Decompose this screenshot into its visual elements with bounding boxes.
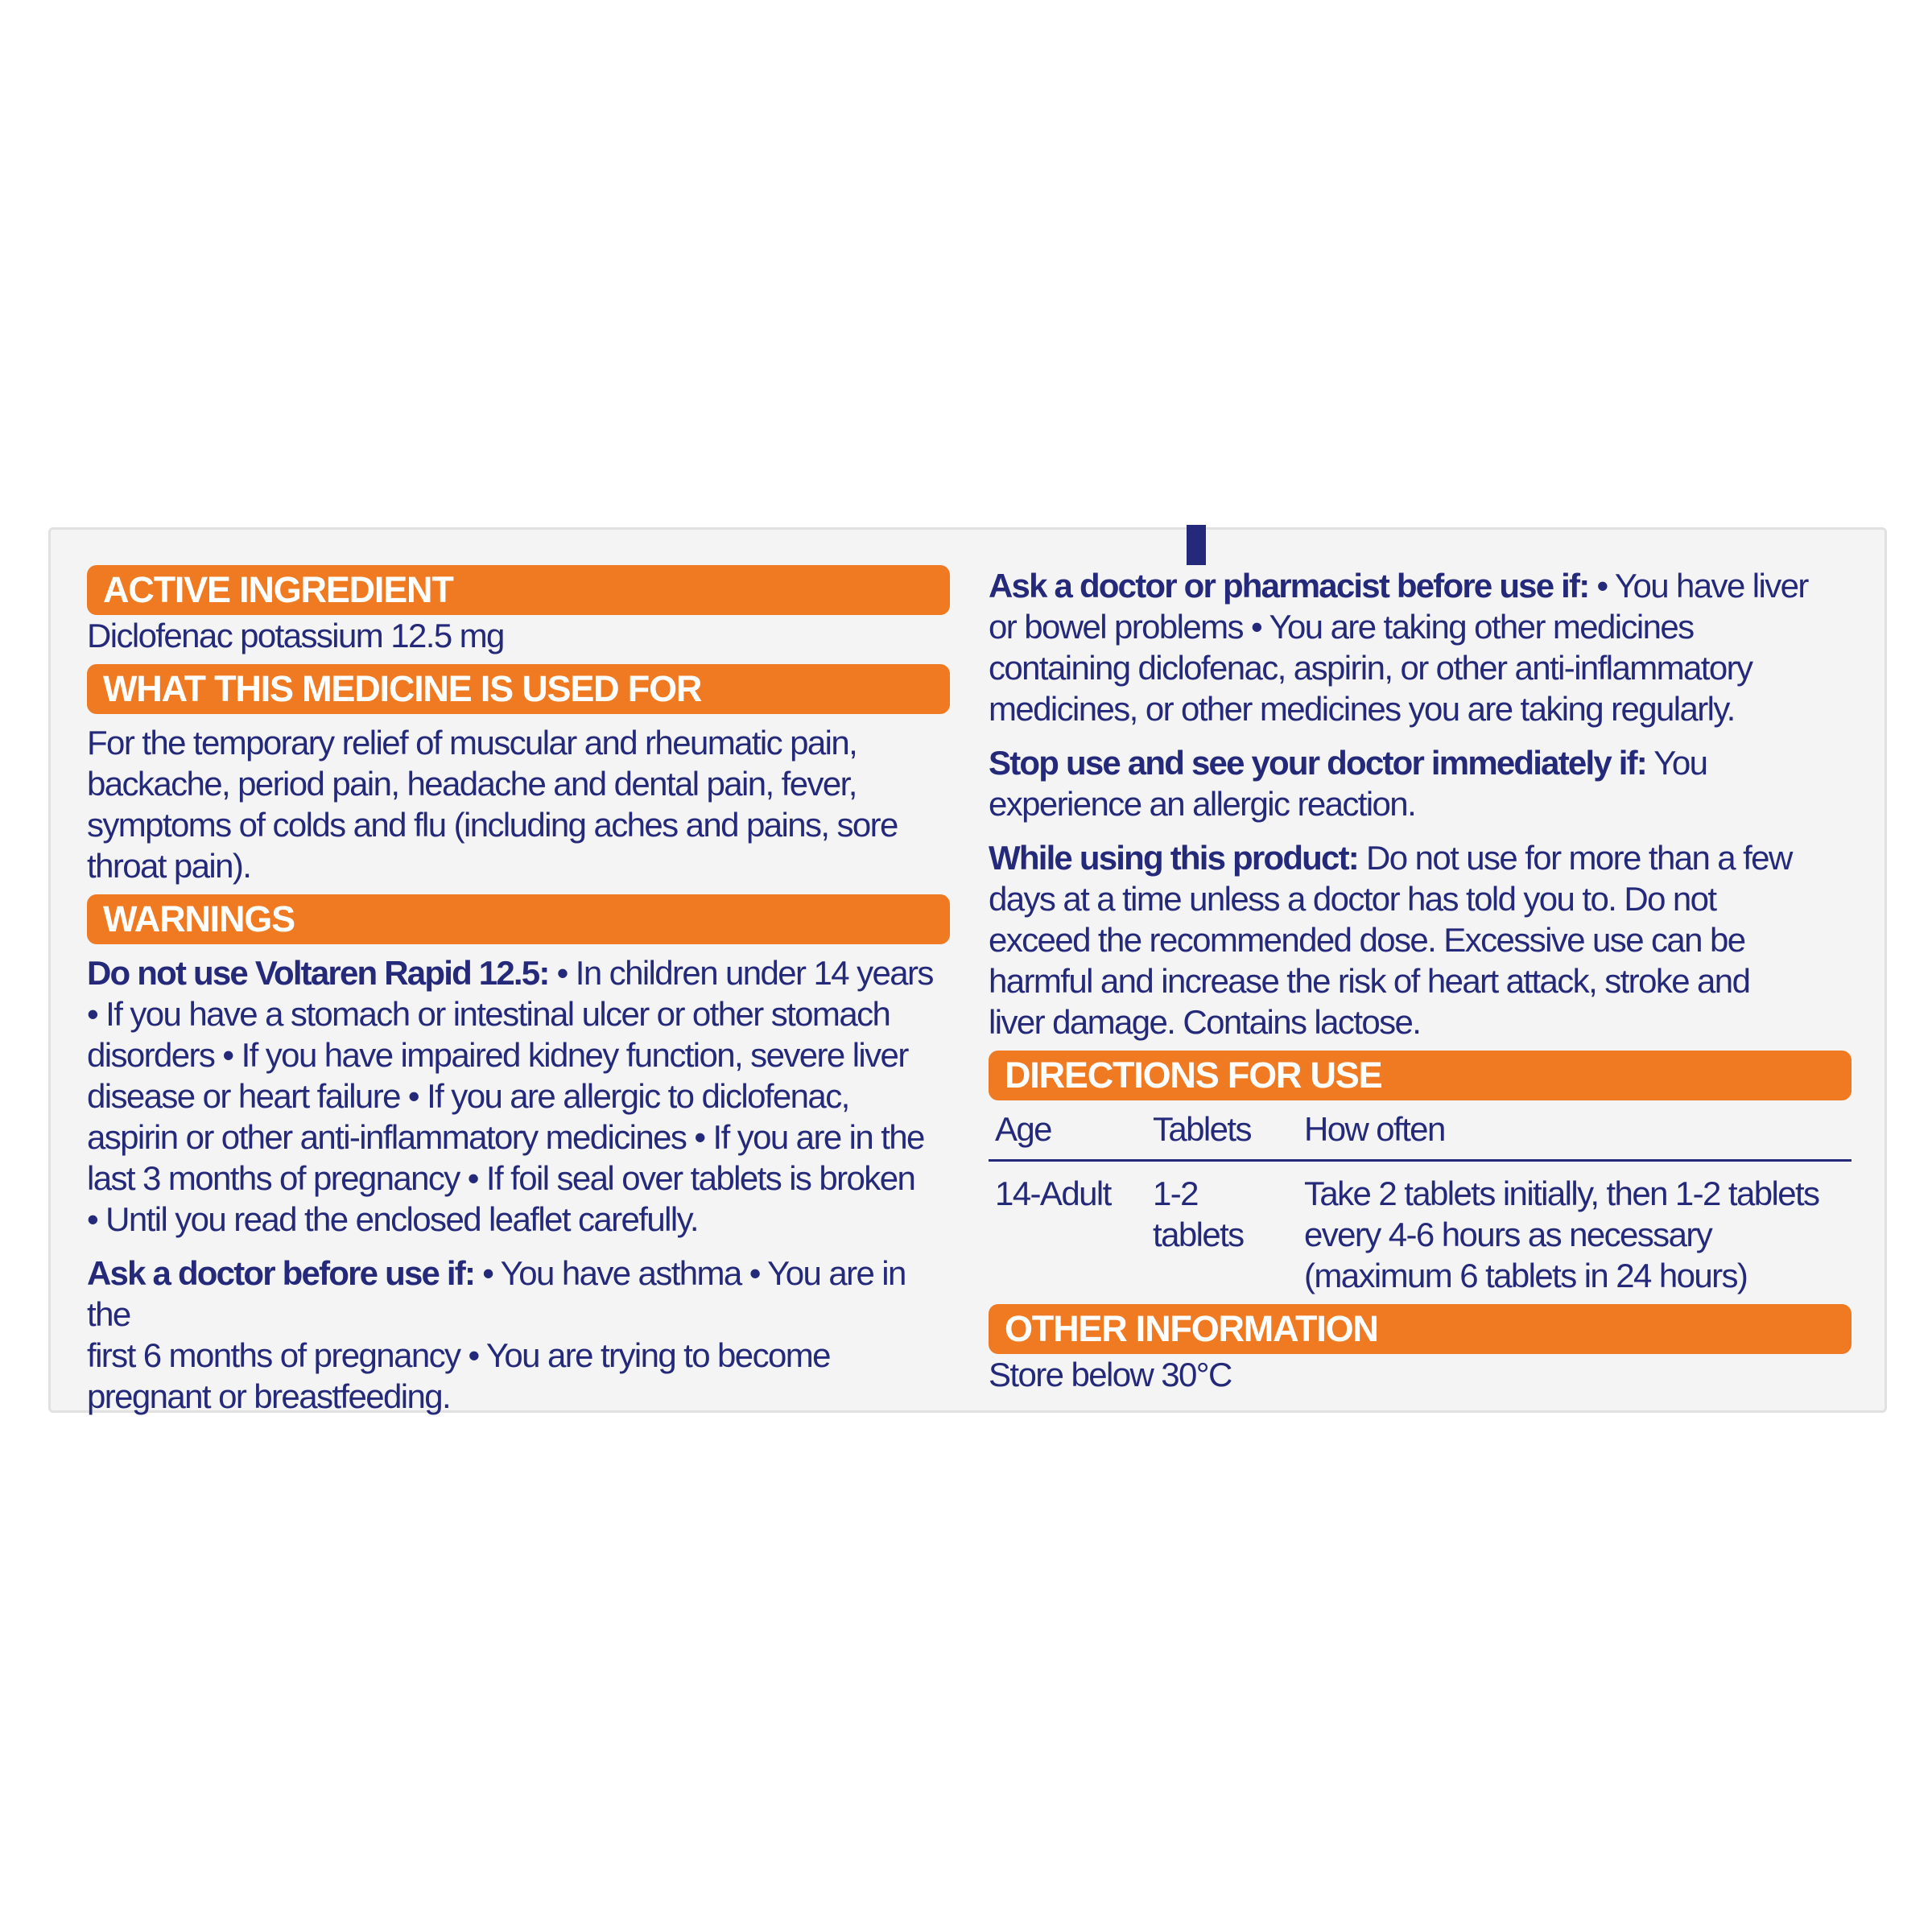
- active-ingredient-text: Diclofenac potassium 12.5 mg: [87, 617, 504, 654]
- ask-doctor-line: [87, 1253, 950, 1335]
- used-for-line: symptoms of colds and flu (including aches and pains, sore: [87, 806, 898, 844]
- do-not-use-line: aspirin or other anti-inflammatory medicines • If you are in the: [87, 1118, 924, 1156]
- cell-how-often-line: (maximum 6 tablets in 24 hours): [1304, 1257, 1748, 1294]
- used-for-text: [87, 722, 950, 886]
- panel-tab-marker: [1187, 525, 1206, 565]
- active-ingredient-heading: ACTIVE INGREDIENT: [87, 565, 950, 615]
- stop-use-line: [989, 742, 1852, 783]
- ask-pharmacist-line: medicines, or other medicines you are taking regularly.: [989, 690, 1735, 728]
- ask-doctor-label: Ask a doctor before use if:: [87, 1254, 475, 1292]
- cell-tablets-line: tablets: [1153, 1216, 1244, 1253]
- column-header-how-often: How often: [1298, 1100, 1852, 1161]
- cell-how-often-line: every 4-6 hours as necessary: [1304, 1216, 1712, 1253]
- do-not-use-line: [87, 952, 950, 993]
- column-header-age: Age: [989, 1100, 1146, 1161]
- used-for-line: throat pain).: [87, 847, 251, 885]
- stop-use-line: experience an allergic reaction.: [989, 785, 1416, 823]
- ask-doctor-line: pregnant or breastfeeding.: [87, 1377, 451, 1415]
- while-using-first: Do not use for more than a few: [1357, 839, 1792, 877]
- other-info-heading: OTHER INFORMATION: [989, 1304, 1852, 1354]
- directions-table: [989, 1100, 1852, 1296]
- column-header-tablets: Tablets: [1146, 1100, 1298, 1161]
- ask-pharmacist-label: Ask a doctor or pharmacist before use if:: [989, 567, 1589, 605]
- do-not-use-paragraph: [87, 952, 950, 1240]
- other-info-text: Store below 30°C: [989, 1356, 1232, 1393]
- ask-pharmacist-paragraph: [989, 565, 1852, 729]
- ask-pharmacist-line: containing diclofenac, aspirin, or other anti-inflammatory: [989, 649, 1752, 687]
- while-using-line: [989, 837, 1852, 878]
- left-column: [87, 565, 950, 1417]
- cell-tablets-line: 1-2: [1153, 1174, 1198, 1212]
- do-not-use-line: disease or heart failure • If you are allergic to diclofenac,: [87, 1077, 849, 1115]
- ask-pharmacist-line: [989, 565, 1852, 606]
- used-for-line: backache, period pain, headache and dental pain, fever,: [87, 765, 857, 803]
- while-using-line: harmful and increase the risk of heart attack, stroke and: [989, 962, 1750, 1000]
- do-not-use-line: • Until you read the enclosed leaflet carefully.: [87, 1200, 698, 1238]
- ask-pharmacist-line: or bowel problems • You are taking other medicines: [989, 608, 1694, 646]
- stop-use-paragraph: [989, 742, 1852, 824]
- used-for-line: For the temporary relief of muscular and rheumatic pain,: [87, 724, 857, 762]
- ask-doctor-first: • You have asthma • You are in the: [87, 1254, 906, 1333]
- cell-tablets: [1146, 1161, 1298, 1297]
- do-not-use-line: last 3 months of pregnancy • If foil seal over tablets is broken: [87, 1159, 915, 1197]
- warnings-heading: WARNINGS: [87, 894, 950, 944]
- while-using-label: While using this product:: [989, 839, 1358, 877]
- stop-use-label: Stop use and see your doctor immediately if:: [989, 744, 1646, 782]
- cell-how-often: [1298, 1161, 1852, 1297]
- directions-heading: DIRECTIONS FOR USE: [989, 1051, 1852, 1100]
- ask-doctor-paragraph: [87, 1253, 950, 1417]
- while-using-line: liver damage. Contains lactose.: [989, 1003, 1421, 1041]
- while-using-line: days at a time unless a doctor has told you to. Do not: [989, 880, 1716, 918]
- cell-age: 14-Adult: [995, 1174, 1111, 1212]
- do-not-use-line: disorders • If you have impaired kidney function, severe liver: [87, 1036, 908, 1074]
- ask-pharmacist-first: • You have liver: [1588, 567, 1808, 605]
- while-using-line: exceed the recommended dose. Excessive use can be: [989, 921, 1745, 959]
- table-row: [989, 1161, 1852, 1297]
- stop-use-first: You: [1646, 744, 1707, 782]
- directions-header-row: [989, 1100, 1852, 1161]
- do-not-use-first: • In children under 14 years: [548, 954, 933, 992]
- used-for-heading: WHAT THIS MEDICINE IS USED FOR: [87, 664, 950, 714]
- do-not-use-line: • If you have a stomach or intestinal ulcer or other stomach: [87, 995, 890, 1033]
- do-not-use-label: Do not use Voltaren Rapid 12.5:: [87, 954, 549, 992]
- ask-doctor-line: first 6 months of pregnancy • You are trying to become: [87, 1336, 830, 1374]
- while-using-paragraph: [989, 837, 1852, 1042]
- cell-how-often-line: Take 2 tablets initially, then 1-2 tablets: [1304, 1174, 1819, 1212]
- right-column: [989, 565, 1852, 1395]
